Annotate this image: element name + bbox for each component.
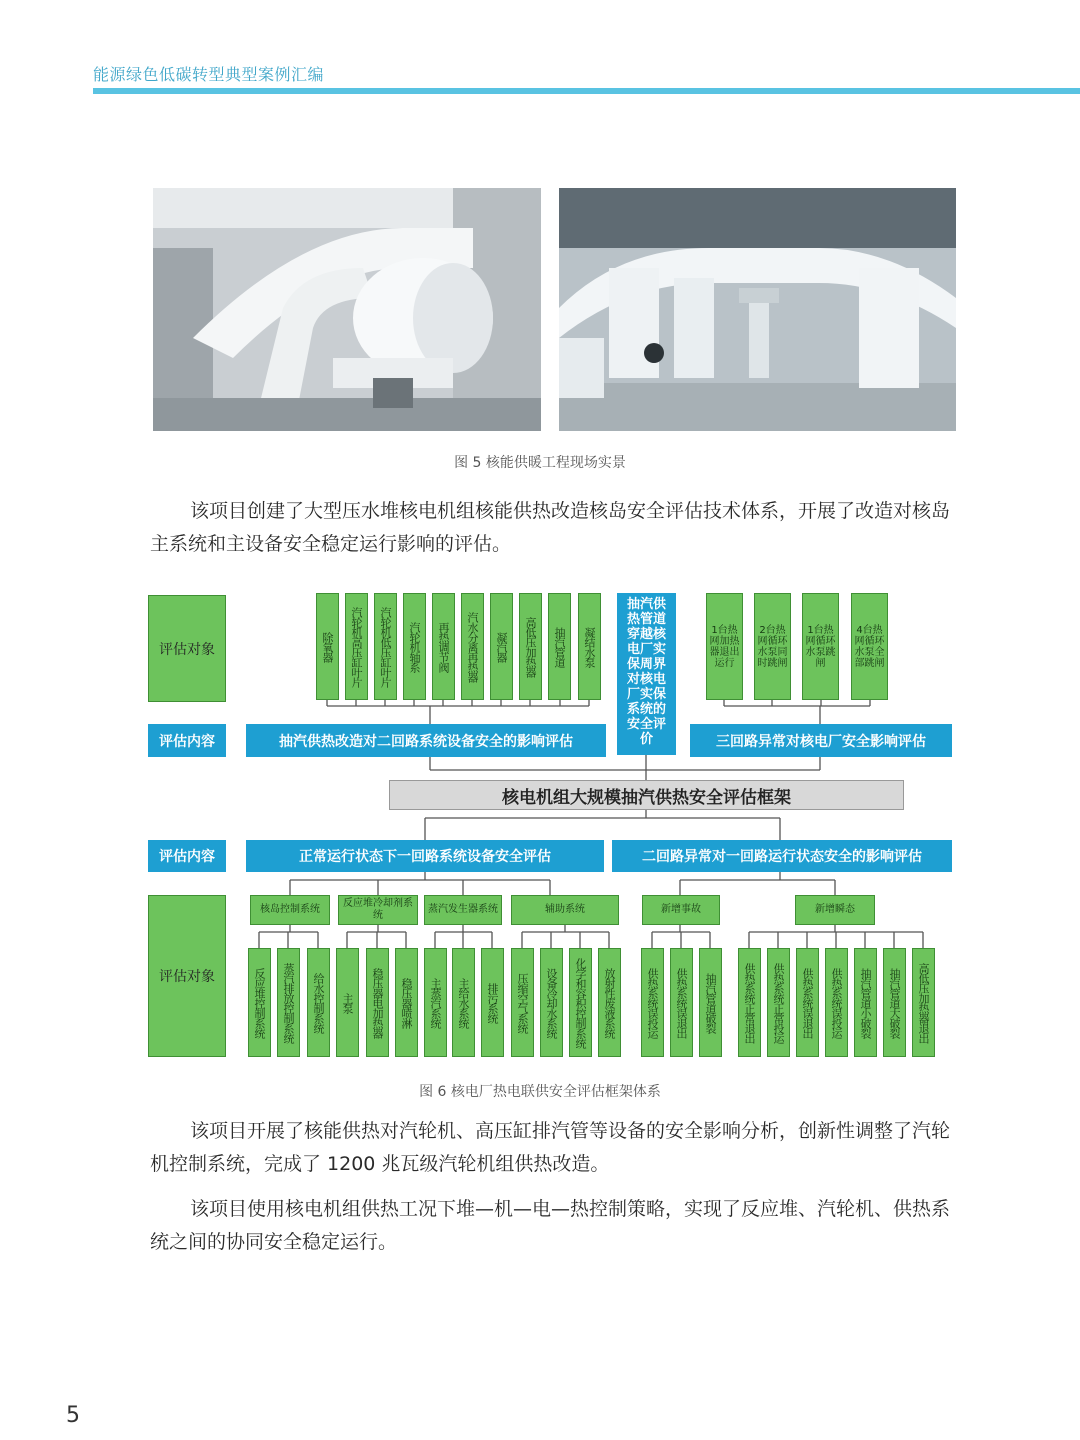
top-right-item: 1台热网循环水泵跳闸 bbox=[802, 593, 839, 700]
group-box: 反应堆冷却剂系统 bbox=[338, 895, 418, 925]
top-item: 凝汽器 bbox=[490, 593, 513, 700]
bottom-item: 供热系统误退出 bbox=[796, 948, 819, 1057]
top-item: 再热调节阀 bbox=[432, 593, 455, 700]
top-right-item: 4台热网循环水泵全部跳闸 bbox=[851, 593, 888, 700]
bottom-item: 放射性废液系统 bbox=[598, 948, 621, 1057]
bottom-item: 压缩空气系统 bbox=[511, 948, 534, 1057]
top-item: 汽轮机低压缸叶片 bbox=[374, 593, 397, 700]
bottom-item: 稳压器电加热器 bbox=[366, 948, 389, 1057]
bottom-item: 主泵 bbox=[336, 948, 359, 1057]
bottom-item: 化学和容积控制系统 bbox=[569, 948, 592, 1057]
bottom-item: 供热系统误投运 bbox=[825, 948, 848, 1057]
top-item: 除氧器 bbox=[316, 593, 339, 700]
figure-5-caption: 图 5 核能供暖工程现场实景 bbox=[454, 455, 626, 471]
bottom-item: 反应堆控制系统 bbox=[248, 948, 271, 1057]
bottom-item: 设备冷却水系统 bbox=[540, 948, 563, 1057]
page-number: 5 bbox=[66, 1403, 80, 1428]
label-assessment-content-top: 评估内容 bbox=[148, 724, 226, 757]
group-box: 蒸汽发生器系统 bbox=[424, 895, 502, 925]
bottom-item: 主给水系统 bbox=[452, 948, 475, 1057]
top-item: 凝结水泵 bbox=[578, 593, 601, 700]
framework-center-box: 核电机组大规模抽汽供热安全评估框架 bbox=[389, 780, 904, 810]
bottom-item: 稳压器喷淋 bbox=[395, 948, 418, 1057]
bottom-item: 供热系统正常退出 bbox=[738, 948, 761, 1057]
paragraph-1: 该项目创建了大型压水堆核电机组核能供热改造核岛安全评估技术体系，开展了改造对核岛主系统和主设备安全稳定运行影响的评估。 bbox=[150, 500, 951, 555]
top-right-item: 1台热网加热器退出运行 bbox=[706, 593, 743, 700]
bar-secondary-abnormal-impact: 二回路异常对一回路运行状态安全的影响评估 bbox=[612, 840, 952, 872]
top-item: 汽水分离再热器 bbox=[461, 593, 484, 700]
label-assessment-object-top: 评估对象 bbox=[148, 595, 226, 702]
bottom-item: 主蒸汽系统 bbox=[424, 948, 447, 1057]
bar-secondary-loop-impact: 抽汽供热改造对二回路系统设备安全的影响评估 bbox=[246, 724, 606, 757]
bottom-item: 蒸汽排放控制系统 bbox=[277, 948, 300, 1057]
group-box: 核岛控制系统 bbox=[250, 895, 330, 925]
figure-6-caption: 图 6 核电厂热电联供安全评估框架体系 bbox=[419, 1084, 661, 1100]
label-assessment-object-bottom: 评估对象 bbox=[148, 895, 226, 1057]
label-assessment-content-bottom: 评估内容 bbox=[148, 840, 226, 872]
bottom-item: 抽汽管道小破裂 bbox=[854, 948, 877, 1057]
bar-primary-loop-normal: 正常运行状态下一回路系统设备安全评估 bbox=[246, 840, 604, 872]
top-item: 高低压加热器 bbox=[519, 593, 542, 700]
paragraph-3: 该项目使用核电机组供热工况下堆—机—电—热控制策略，实现了反应堆、汽轮机、供热系统之间的协同安全稳定运行。 bbox=[150, 1198, 951, 1253]
bottom-item: 高低压加热器退出 bbox=[912, 948, 935, 1057]
bottom-item: 给水控制系统 bbox=[307, 948, 330, 1057]
top-right-item: 2台热网循环水泵同时跳闸 bbox=[754, 593, 791, 700]
group-box: 新增瞬态 bbox=[795, 895, 875, 925]
paragraph-2: 该项目开展了核能供热对汽轮机、高压缸排汽管等设备的安全影响分析，创新性调整了汽轮机控制系统，完成了 1200 兆瓦级汽轮机组供热改造。 bbox=[150, 1120, 951, 1175]
bottom-item: 抽汽管道大破裂 bbox=[883, 948, 906, 1057]
bottom-item: 供热系统正常投运 bbox=[767, 948, 790, 1057]
bottom-item: 抽汽管道破裂 bbox=[699, 948, 722, 1057]
top-item: 汽轮机高压缸叶片 bbox=[345, 593, 368, 700]
group-box: 辅助系统 bbox=[511, 895, 619, 925]
bar-tertiary-loop-impact: 三回路异常对核电厂安全影响评估 bbox=[690, 724, 952, 757]
top-item: 汽轮机轴系 bbox=[403, 593, 426, 700]
top-middle-security-assessment: 抽汽供热管道穿越核电厂实保周界对核电厂实保系统的安全评价 bbox=[617, 593, 676, 755]
group-box: 新增事故 bbox=[642, 895, 720, 925]
bottom-item: 供热系统误退出 bbox=[670, 948, 693, 1057]
top-item: 抽汽管道 bbox=[548, 593, 571, 700]
bottom-item: 供热系统误投运 bbox=[641, 948, 664, 1057]
bottom-item: 排污系统 bbox=[481, 948, 504, 1057]
publication-title: 能源绿色低碳转型典型案例汇编 bbox=[93, 65, 325, 84]
